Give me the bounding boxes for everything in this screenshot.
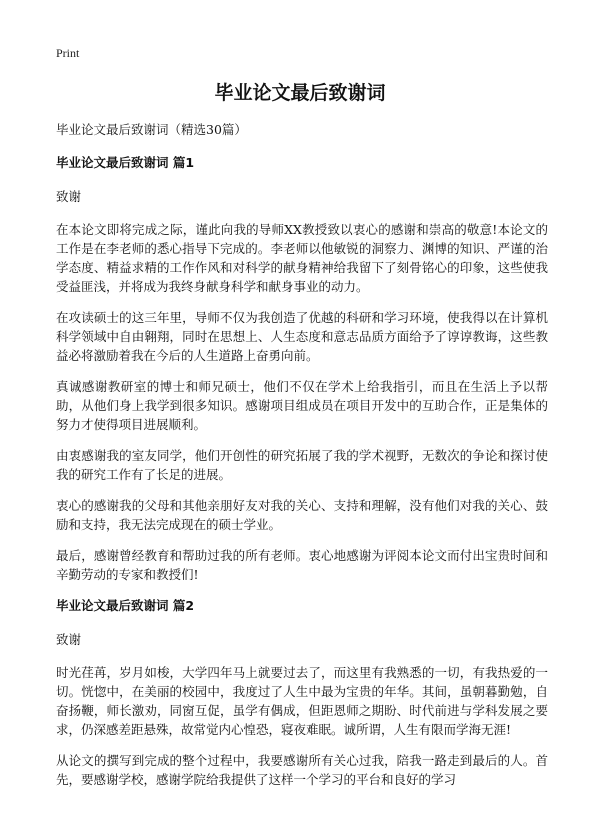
paragraph: 在本论文即将完成之际，谨此向我的导师XX教授致以衷心的感谢和崇高的敬意!本论文的工作是在李老师的悉心指导下完成的。李老师以他敏锐的洞察力、渊博的知识、严谨的治学态度、精益求精的工作作风和对科学的献身精神给我留下了刻骨铭心的印象，这些使我受益匪浅，并将成为我终身献身科学和献身事业的动力。 (56, 222, 548, 295)
paragraph: 衷心的感谢我的父母和其他亲朋好友对我的关心、支持和理解，没有他们对我的关心、鼓励和支持，我无法完成现在的硕士学业。 (56, 498, 548, 533)
paragraph: 由衷感谢我的室友同学，他们开创性的研究拓展了我的学术视野，无数次的争论和探讨使我的研究工作有了长足的进展。 (56, 448, 548, 483)
paragraph: 最后，感谢曾经教育和帮助过我的所有老师。衷心地感谢为评阅本论文而付出宝贵时间和辛勤劳动的专家和教授们! (56, 548, 548, 583)
document-title: 毕业论文最后致谢词 (214, 82, 386, 104)
section-1 (56, 153, 548, 584)
document-subtitle: 毕业论文最后致谢词（精选30篇） (56, 122, 247, 137)
document-body (56, 120, 548, 801)
paragraph: 在攻读硕士的这三年里，导师不仅为我创造了优越的科研和学习环境，使我得以在计算机科学领域中自由翱翔，同时在思想上、人生态度和意志品质方面给予了谆谆教诲，这些教益必将激励着我在今后的人生道路上奋勇向前。 (56, 310, 548, 364)
section-label: 致谢 (56, 188, 82, 204)
paragraph: 从论文的撰写到完成的整个过程中，我要感谢所有关心过我，陪我一路走到最后的人。首先，要感谢学校，感谢学院给我提供了这样一个学习的平台和良好的学习 (56, 752, 548, 787)
paragraph: 真诚感谢教研室的博士和师兄硕士，他们不仅在学术上给我指引，而且在生活上予以帮助，从他们身上我学到很多知识。感谢项目组成员在项目开发中的互助合作，正是集体的努力才使得项目进展顺利。 (56, 379, 548, 433)
section-2 (56, 596, 548, 789)
section-label: 致谢 (56, 631, 82, 647)
section-heading: 毕业论文最后致谢词 篇1 (56, 155, 195, 171)
section-heading: 毕业论文最后致谢词 篇2 (56, 598, 195, 614)
print-label: Print (56, 46, 80, 60)
paragraph: 时光荏苒，岁月如梭，大学四年马上就要过去了，而这里有我熟悉的一切，有我热爱的一切。恍惚中，在美丽的校园中，我度过了人生中最为宝贵的年华。其间，虽朝暮勤勉，自奋扬鞭，师长激劝，同窗互促，虽学有偶成，但距恩师之期盼、时代前进与学科发展之要求，仍深感差距悬殊，故常觉内心惶恐，寝夜难眠。诚所谓，人生有限而学海无涯! (56, 664, 548, 737)
